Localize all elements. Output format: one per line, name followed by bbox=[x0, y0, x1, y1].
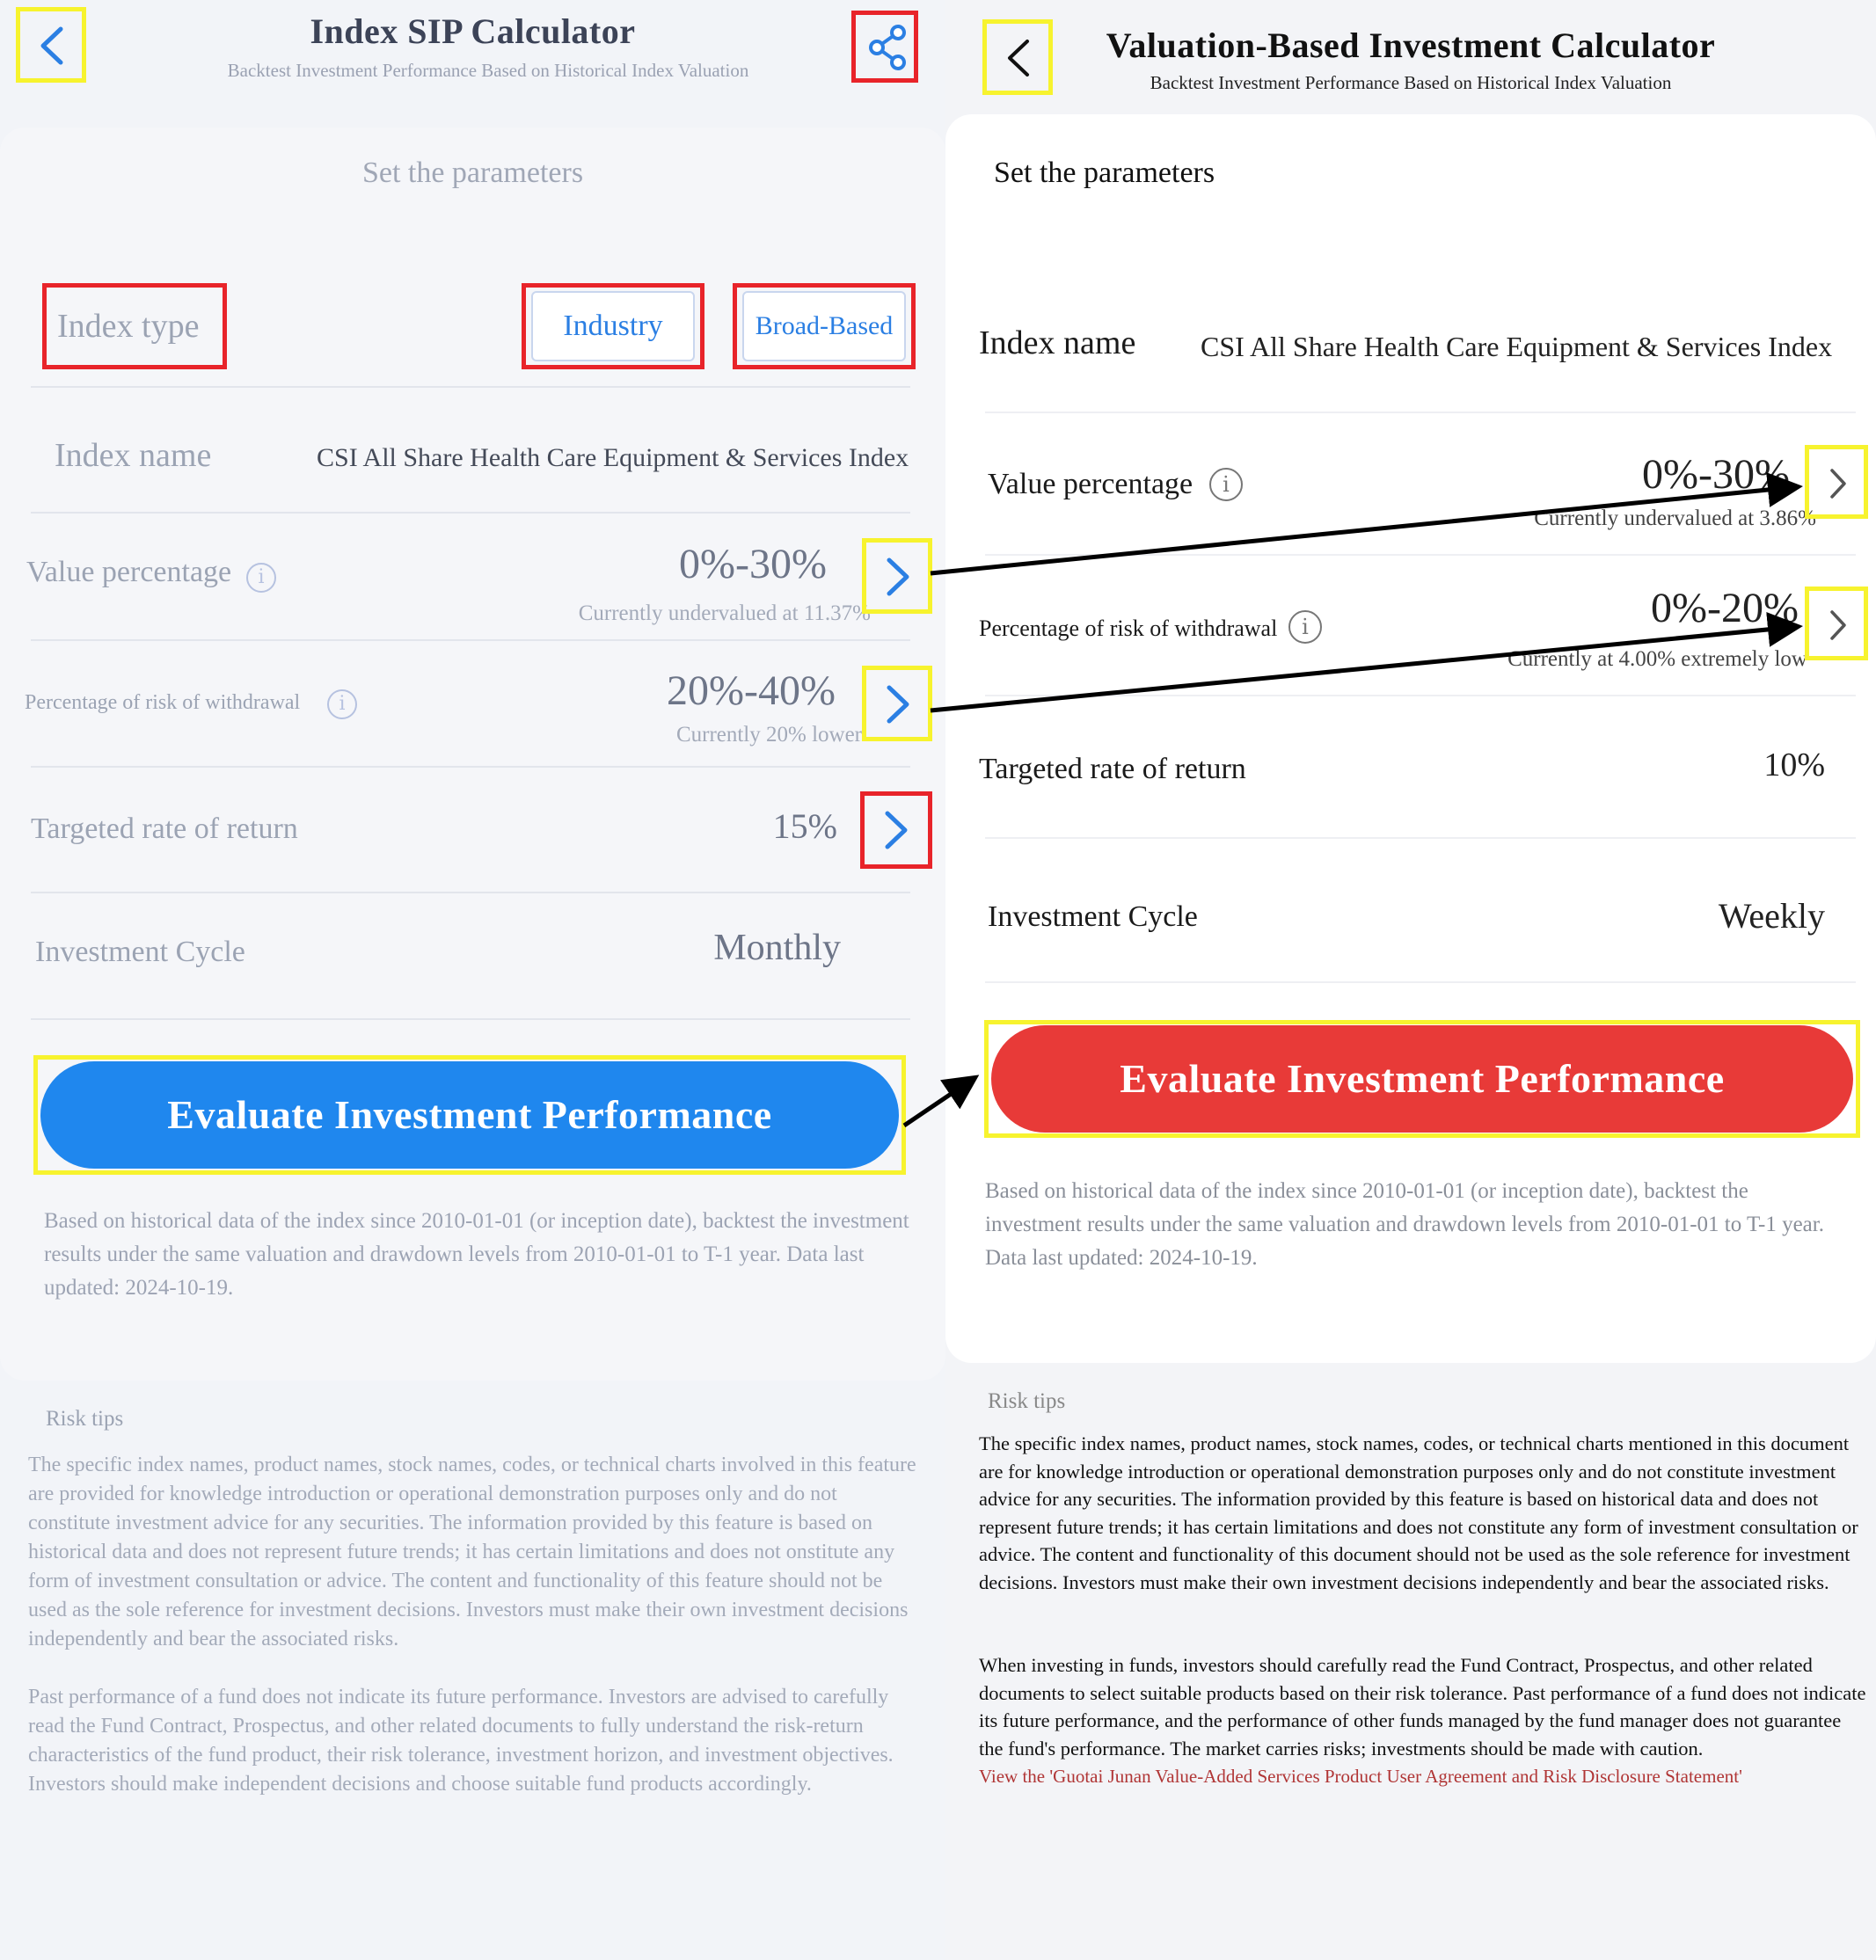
value-percentage-label: Value percentage bbox=[988, 468, 1193, 500]
risk-tips-paragraph: Past performance of a fund does not indicate its future performance. Investors are advised to carefully read the Fund Contract, Prospectus, and other related documents to fully understand the risk-return characteristics of the fund product, their risk tolerance, investment horizon, and investment objectives. Investors should make independent decisions and choose suitable fund products accordingly. bbox=[28, 1686, 894, 1796]
backtest-note: Based on historical data of the index since 2010-01-01 (or inception date), backtest the investment results under the same valuation and drawdown levels from 2010-01-01 to T-1 year. Data last updated: 2024-10-19. bbox=[985, 1179, 1824, 1270]
evaluate-button[interactable]: Evaluate Investment Performance bbox=[40, 1061, 899, 1169]
index-name-label: Index name bbox=[55, 437, 212, 474]
info-icon[interactable]: i bbox=[1209, 468, 1243, 501]
value-percentage-label: Value percentage bbox=[26, 556, 232, 588]
risk-tips-paragraph: The specific index names, product names, stock names, codes, or technical charts mentioned in this document are for knowledge introduction or operational demonstration purposes only and do not constitute investment advice for any securities. The information provided by this feature is based on historical data and does not represent future trends; it has certain limitations and does not constitute any form of investment consultation or advice. The content and functionality of this document should not be used as the sole reference for investment decisions. Investors must make their own investment decisions independently and bear the associated risks. bbox=[979, 1432, 1858, 1593]
evaluate-button[interactable]: Evaluate Investment Performance bbox=[991, 1025, 1853, 1133]
page-title: Valuation-Based Investment Calculator bbox=[1106, 26, 1716, 65]
value-percentage-value: 0%-30% bbox=[1642, 451, 1790, 498]
industry-option[interactable]: Industry bbox=[531, 291, 695, 361]
value-percentage-note: Currently undervalued at 11.37% bbox=[578, 601, 871, 625]
backtest-note: Based on historical data of the index since 2010-01-01 (or inception date), backtest the investment results under the same valuation and drawdown levels from 2010-01-01 to T-1 year. Data last updated: 2024-10-19. bbox=[44, 1209, 909, 1300]
cycle-label: Investment Cycle bbox=[988, 900, 1198, 933]
risk-tips-paragraph: The specific index names, product names, stock names, codes, or technical charts involved in this feature are provided for knowledge introduction or operational demonstration purposes only and do not constitute investment advice for any securities. The information provided by this feature is based on historical data and does not represent future trends; it has certain limitations and does not onstitute any form of investment consultation or advice. The content and functionality of this feature should not be used as the sole reference for investment decisions. Investors must make their own investment decisions independently and bear the associated risks. bbox=[28, 1454, 916, 1650]
return-label: Targeted rate of return bbox=[31, 812, 298, 845]
broad-based-option[interactable]: Broad-Based bbox=[742, 291, 906, 361]
index-name-value[interactable]: CSI All Share Health Care Equipment & Services Index bbox=[317, 443, 909, 472]
section-title: Set the parameters bbox=[994, 157, 1215, 189]
section-title: Set the parameters bbox=[361, 157, 584, 189]
withdrawal-note: Currently 20% lower bbox=[675, 723, 862, 747]
risk-tips-paragraph: When investing in funds, investors should carefully read the Fund Contract, Prospectus, and other related documents to select suitable products based on their risk tolerance. Past performance of a fund does not indicate its future performance, and the performance of other funds managed by the fund manager does not guarantee the fund's performance. The market carries risks; investments should be made with caution. bbox=[979, 1654, 1866, 1760]
return-label: Targeted rate of return bbox=[979, 753, 1246, 785]
value-percentage-note: Currently undervalued at 3.86% bbox=[1534, 506, 1816, 530]
risk-tips-title: Risk tips bbox=[988, 1389, 1066, 1413]
return-value: 15% bbox=[772, 806, 837, 846]
withdrawal-note: Currently at 4.00% extremely low bbox=[1507, 647, 1807, 671]
index-name-label: Index name bbox=[979, 324, 1136, 361]
return-value: 10% bbox=[1763, 747, 1825, 783]
arrow-value-percentage bbox=[931, 487, 1794, 573]
withdrawal-label: Percentage of risk of withdrawal bbox=[25, 691, 301, 714]
agreement-link[interactable]: View the 'Guotai Junan Value-Added Services Product User Agreement and Risk Disclosure Statement' bbox=[979, 1766, 1742, 1787]
index-name-value[interactable]: CSI All Share Health Care Equipment & Services Index bbox=[1201, 331, 1833, 362]
info-icon[interactable]: i bbox=[327, 689, 357, 719]
arrow-withdrawal bbox=[931, 627, 1794, 710]
cycle-value[interactable]: Weekly bbox=[1718, 896, 1825, 936]
withdrawal-value: 20%-40% bbox=[667, 667, 836, 714]
info-icon[interactable]: i bbox=[1288, 610, 1322, 644]
page-subtitle: Backtest Investment Performance Based on Historical Index Valuation bbox=[227, 60, 749, 81]
page-title: Index SIP Calculator bbox=[310, 11, 636, 51]
index-type-label: Index type bbox=[57, 308, 200, 345]
info-icon[interactable]: i bbox=[246, 563, 276, 593]
cycle-value[interactable]: Monthly bbox=[713, 928, 841, 968]
page-subtitle: Backtest Investment Performance Based on Historical Index Valuation bbox=[1150, 72, 1672, 93]
risk-tips-title: Risk tips bbox=[46, 1407, 124, 1431]
value-percentage-value: 0%-30% bbox=[679, 541, 827, 587]
withdrawal-value: 0%-20% bbox=[1651, 585, 1799, 631]
cycle-label: Investment Cycle bbox=[35, 936, 245, 968]
arrow-evaluate bbox=[904, 1080, 972, 1126]
withdrawal-label: Percentage of risk of withdrawal bbox=[979, 616, 1278, 641]
